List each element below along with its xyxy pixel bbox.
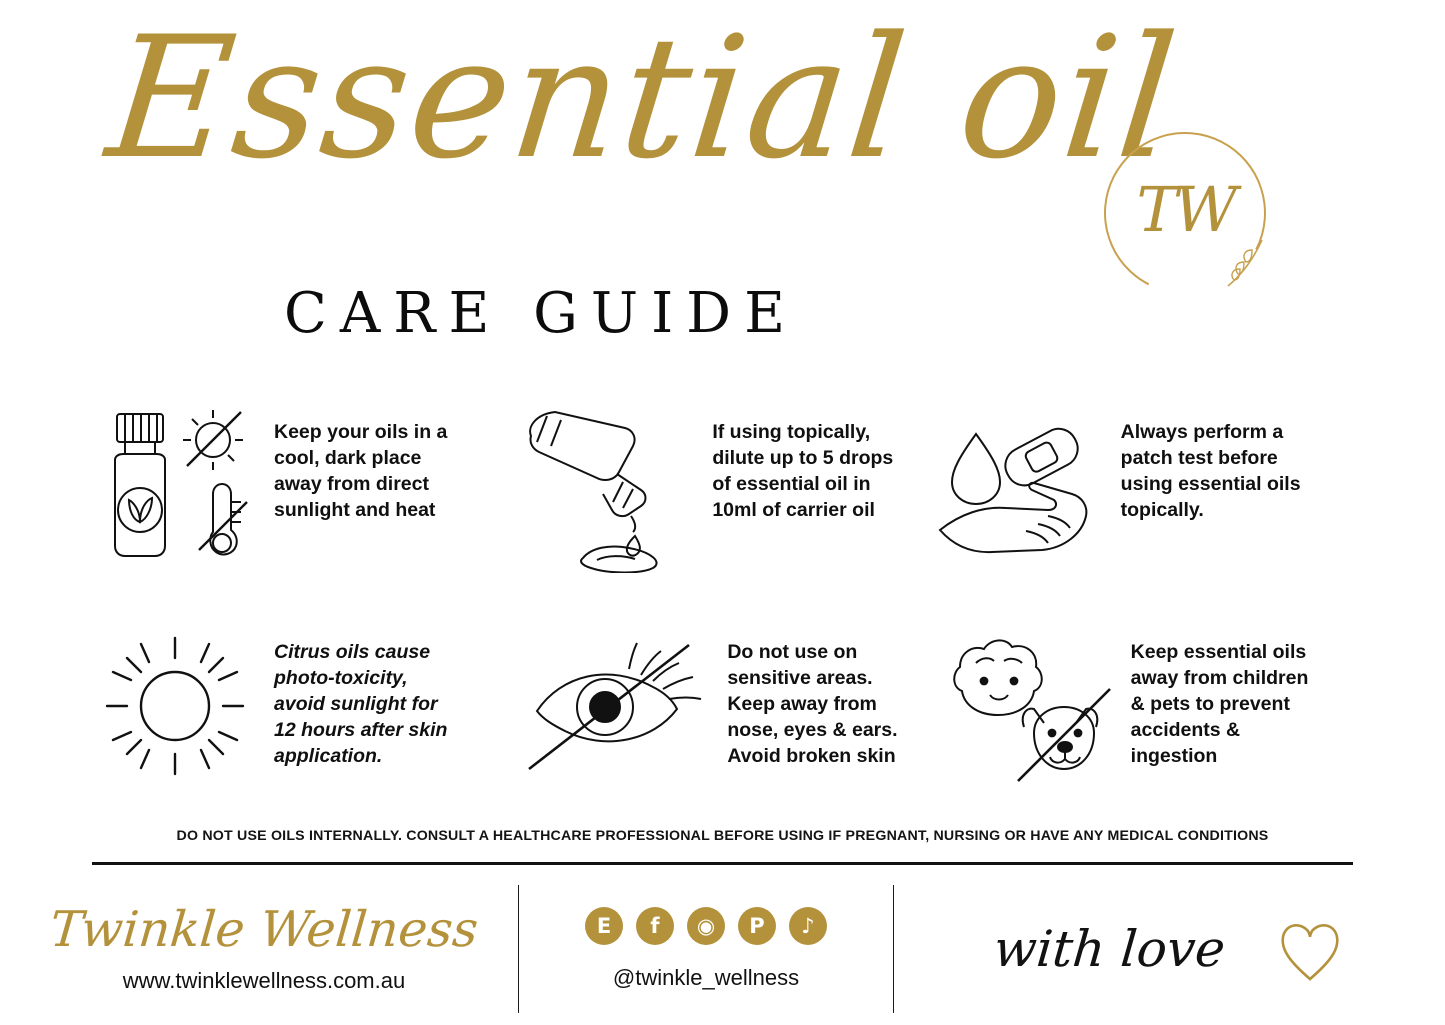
sun-icon xyxy=(95,618,260,793)
tip-item xyxy=(95,398,513,618)
brand-block xyxy=(0,900,518,995)
tips-grid xyxy=(0,398,1445,803)
tip-text: If using topically, dilute up to 5 drops of essential oil in 10ml of carrier oil xyxy=(712,421,894,521)
oil-bottle-sun-thermometer-icon xyxy=(95,398,260,573)
tiktok-icon[interactable]: ♪ xyxy=(789,907,827,945)
leaf-sprig-icon xyxy=(1218,228,1274,290)
brand-name: Twinkle Wellness xyxy=(47,900,481,958)
logo-monogram: TW xyxy=(1136,172,1234,246)
hand-droplet-bandage-icon xyxy=(932,398,1107,573)
instagram-icon[interactable]: ◉ xyxy=(687,907,725,945)
tip-text: Keep essential oils away from children & pets to prevent accidents & ingestion xyxy=(1130,641,1309,767)
with-love-text: with love xyxy=(991,919,1228,978)
tip-item xyxy=(932,398,1350,618)
facebook-icon[interactable]: f xyxy=(636,907,674,945)
social-handle[interactable]: @twinkle_wellness xyxy=(612,964,800,990)
tip-text: Keep your oils in a cool, dark place away from direct sunlight and heat xyxy=(274,421,448,521)
page-subtitle: CARE GUIDE xyxy=(284,281,798,346)
tip-item xyxy=(932,618,1350,803)
brand-logo xyxy=(1104,132,1266,294)
tip-text: Always perform a patch test before using essential oils topically. xyxy=(1120,421,1301,521)
footer xyxy=(0,872,1445,1025)
heart-icon xyxy=(1275,913,1345,985)
page-title: Essential oil xyxy=(99,0,1187,196)
header xyxy=(0,0,1445,390)
website-url[interactable]: www.twinklewellness.com.au xyxy=(122,968,406,994)
no-eye-icon xyxy=(513,618,713,793)
social-block xyxy=(519,907,893,991)
social-icon-row xyxy=(519,907,893,945)
tip-text: Do not use on sensitive areas. Keep away from nose, eyes & ears. Avoid broken skin xyxy=(727,641,898,767)
disclaimer-text: DO NOT USE OILS INTERNALLY. CONSULT A HEALTHCARE PROFESSIONAL BEFORE USING IF PREGNANT, NURSING OR HAVE ANY MEDICAL CONDITIONS xyxy=(176,828,1269,844)
tip-item xyxy=(513,398,931,618)
divider xyxy=(92,862,1353,865)
etsy-icon[interactable]: E xyxy=(585,907,623,945)
pinterest-icon[interactable]: P xyxy=(738,907,776,945)
tip-text: Citrus oils cause photo-toxicity, avoid sunlight for 12 hours after skin application. xyxy=(274,641,448,767)
dripping-bottle-icon xyxy=(513,398,698,573)
no-child-pet-icon xyxy=(932,618,1117,793)
tip-item xyxy=(513,618,931,803)
tip-item xyxy=(95,618,513,803)
with-love-block xyxy=(894,913,1445,985)
